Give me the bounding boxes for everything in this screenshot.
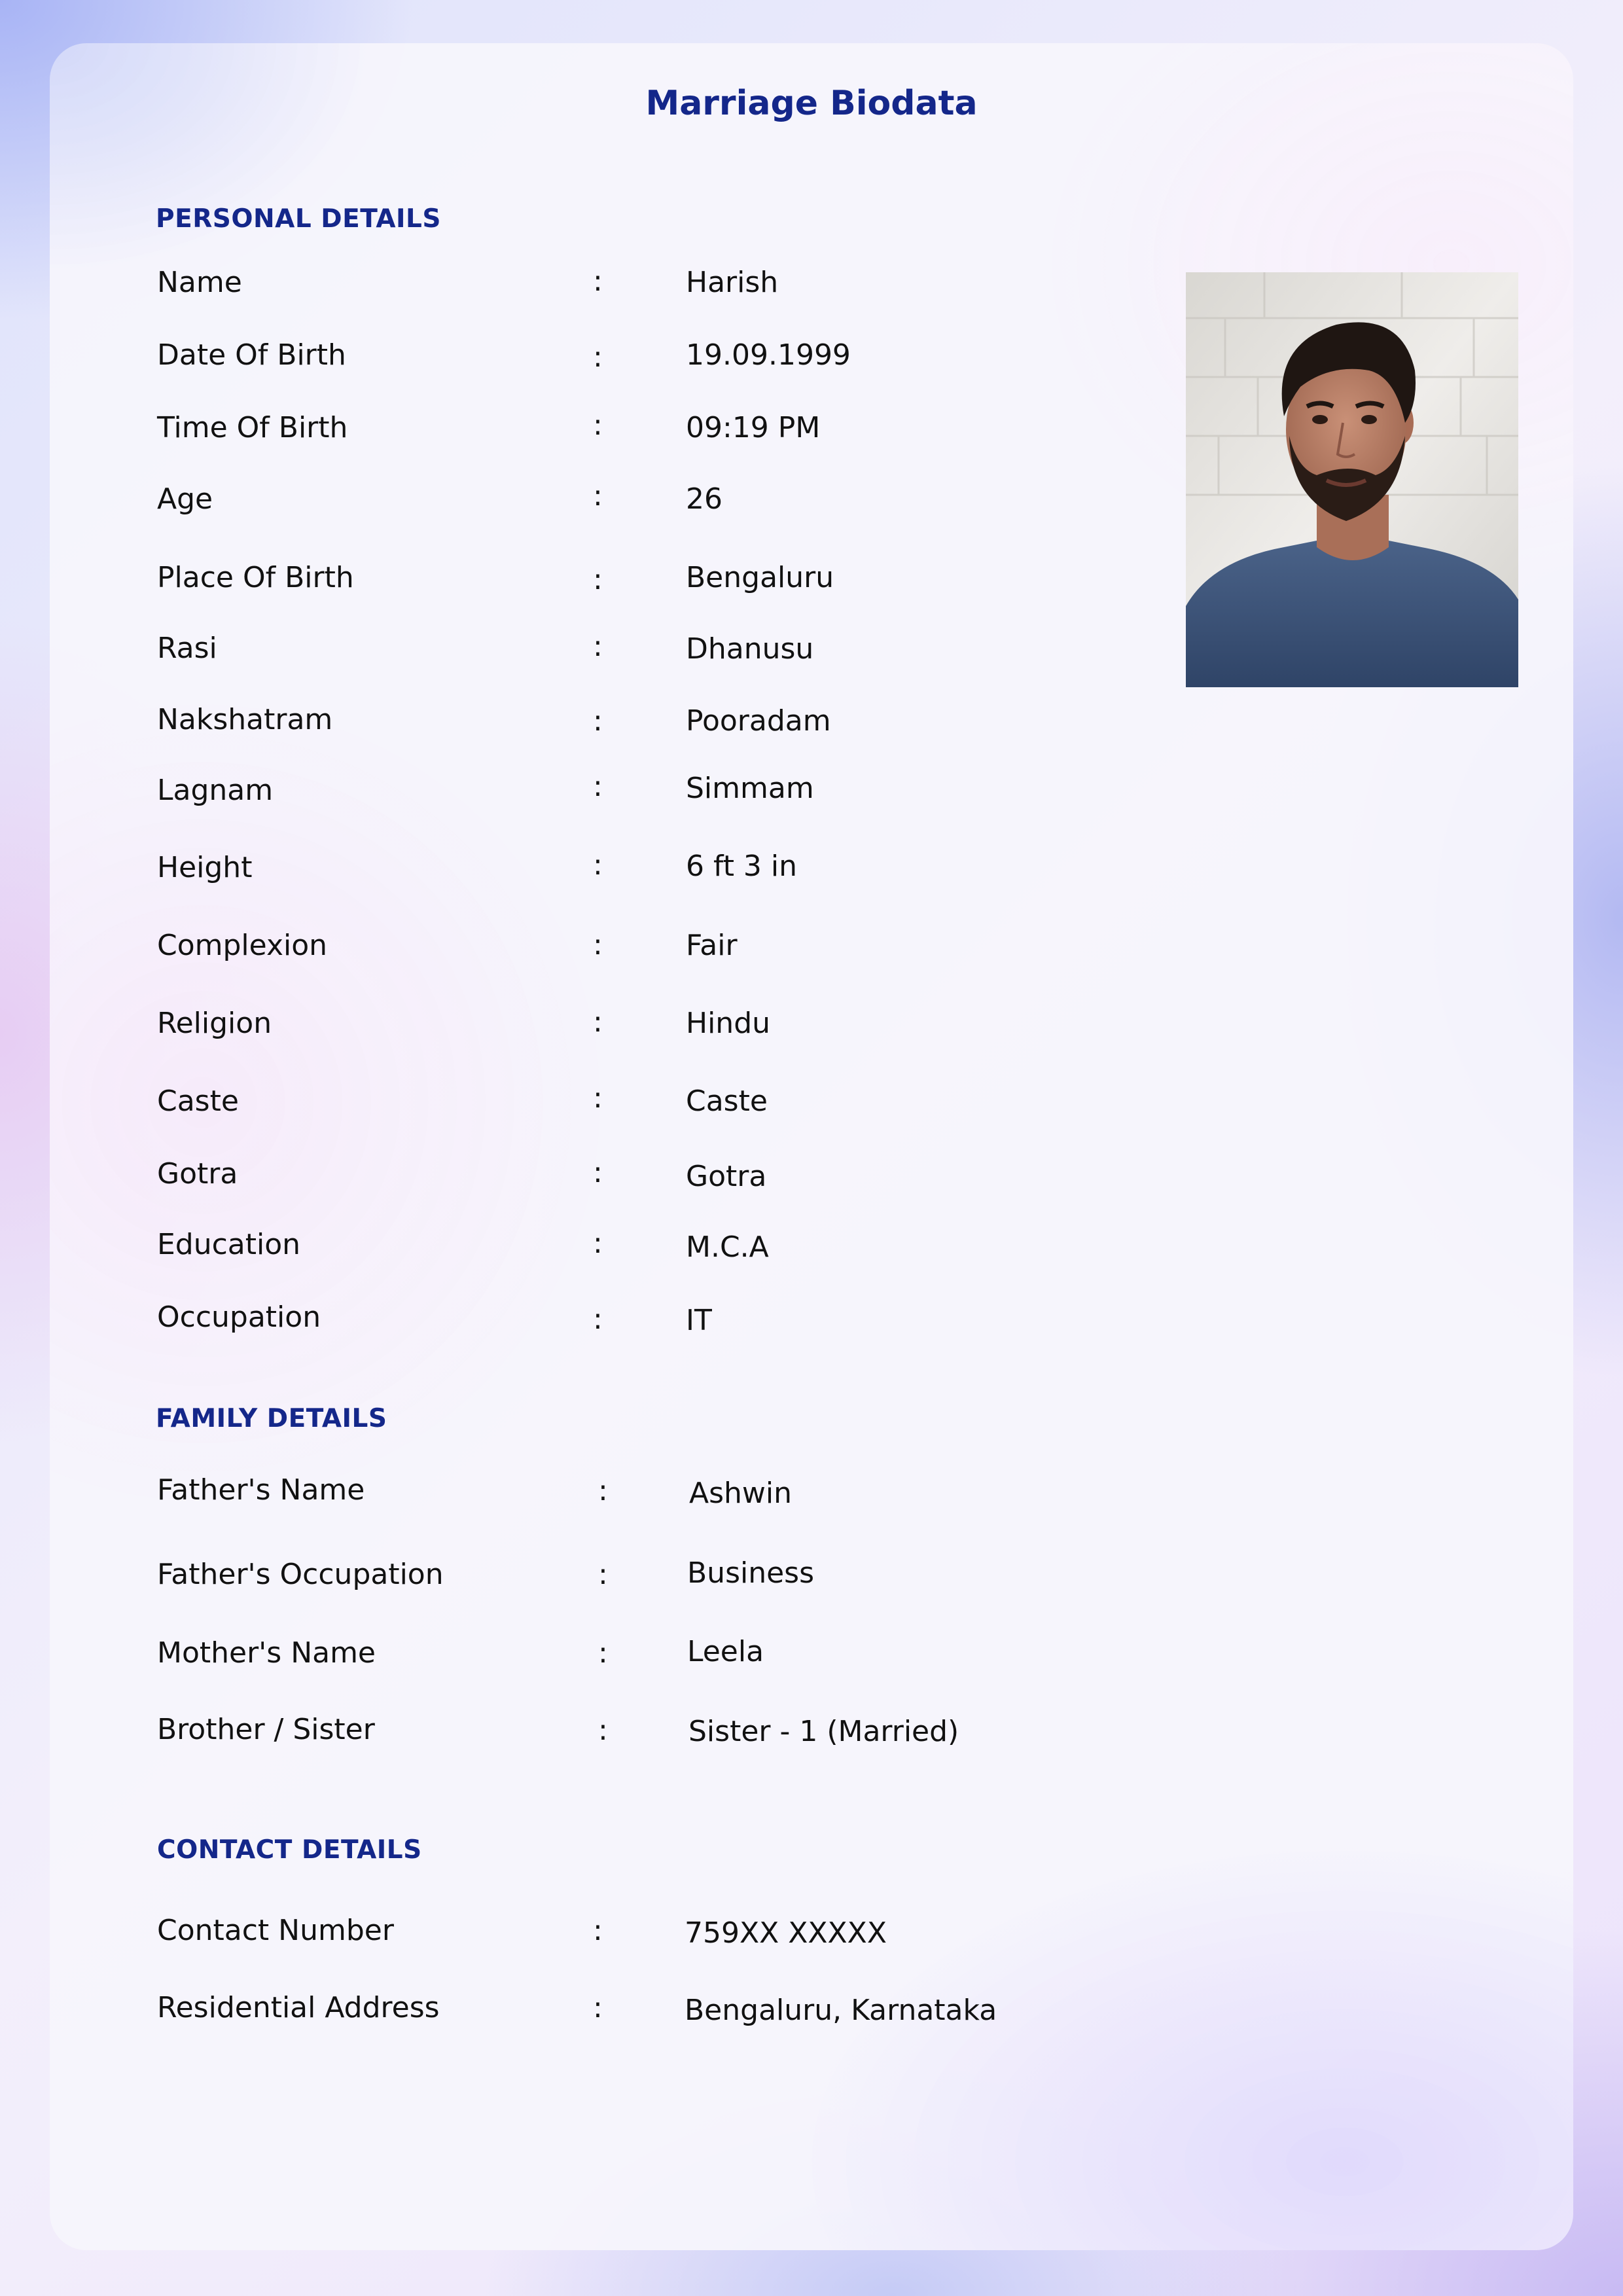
field-value-rasi: Dhanusu (686, 632, 814, 666)
field-label-name: Name (157, 266, 242, 299)
field-value-gotra: Gotra (686, 1160, 767, 1193)
field-value-place-of-birth: Bengaluru (686, 561, 834, 594)
field-value-brother-sister: Sister - 1 (Married) (688, 1715, 959, 1748)
field-label-height: Height (157, 851, 253, 884)
field-label-time-of-birth: Time Of Birth (157, 411, 348, 444)
separator: : (593, 1156, 603, 1189)
field-label-contact-number: Contact Number (157, 1914, 394, 1947)
separator: : (593, 848, 603, 882)
separator: : (598, 1474, 608, 1507)
field-value-fathers-name: Ashwin (689, 1477, 793, 1510)
separator: : (593, 563, 603, 596)
field-label-brother-sister: Brother / Sister (157, 1713, 375, 1746)
section-heading-contact: CONTACT DETAILS (157, 1835, 422, 1865)
field-label-religion: Religion (157, 1007, 272, 1040)
field-value-time-of-birth: 09:19 PM (686, 411, 821, 444)
field-label-age: Age (157, 482, 213, 516)
field-label-place-of-birth: Place Of Birth (157, 561, 354, 594)
field-label-occupation: Occupation (157, 1300, 321, 1334)
page-title: Marriage Biodata (645, 84, 978, 123)
separator: : (598, 1713, 608, 1747)
separator: : (593, 704, 603, 738)
field-value-age: 26 (686, 482, 722, 516)
separator: : (593, 264, 603, 298)
separator: : (593, 1005, 603, 1039)
separator: : (593, 1081, 603, 1115)
field-value-date-of-birth: 19.09.1999 (686, 338, 851, 372)
field-value-lagnam: Simmam (686, 772, 814, 805)
separator: : (593, 1914, 603, 1947)
field-value-religion: Hindu (686, 1007, 771, 1040)
field-label-caste: Caste (157, 1085, 239, 1118)
separator: : (593, 928, 603, 961)
field-value-caste: Caste (686, 1085, 768, 1118)
field-label-residential-address: Residential Address (157, 1991, 440, 2024)
field-value-nakshatram: Pooradam (686, 704, 831, 738)
separator: : (593, 1991, 603, 2024)
field-value-complexion: Fair (686, 929, 738, 962)
field-value-name: Harish (686, 266, 779, 299)
separator: : (593, 340, 603, 374)
field-label-lagnam: Lagnam (157, 774, 274, 807)
field-label-education: Education (157, 1228, 301, 1261)
field-label-gotra: Gotra (157, 1157, 238, 1191)
field-label-mothers-name: Mother's Name (157, 1636, 376, 1670)
separator: : (593, 630, 603, 663)
field-label-complexion: Complexion (157, 929, 328, 962)
field-label-date-of-birth: Date Of Birth (157, 338, 346, 372)
field-value-height: 6 ft 3 in (686, 850, 798, 883)
field-label-fathers-name: Father's Name (157, 1473, 365, 1507)
field-value-residential-address: Bengaluru, Karnataka (685, 1994, 997, 2027)
separator: : (593, 1227, 603, 1260)
field-value-occupation: IT (686, 1304, 712, 1337)
profile-photo (1186, 272, 1518, 687)
separator: : (598, 1558, 608, 1591)
field-value-mothers-name: Leela (687, 1635, 764, 1668)
field-label-rasi: Rasi (157, 632, 217, 665)
separator: : (593, 770, 603, 803)
field-value-fathers-occupation: Business (687, 1556, 815, 1590)
separator: : (593, 1302, 603, 1336)
section-heading-personal: PERSONAL DETAILS (156, 204, 441, 234)
field-label-fathers-occupation: Father's Occupation (157, 1558, 444, 1591)
separator: : (593, 479, 603, 512)
field-label-nakshatram: Nakshatram (157, 703, 333, 736)
field-value-contact-number: 759XX XXXXX (685, 1916, 887, 1950)
section-heading-family: FAMILY DETAILS (156, 1404, 387, 1433)
person-portrait-icon (1186, 272, 1518, 687)
field-value-education: M.C.A (686, 1230, 769, 1264)
separator: : (598, 1636, 608, 1670)
separator: : (593, 408, 603, 442)
